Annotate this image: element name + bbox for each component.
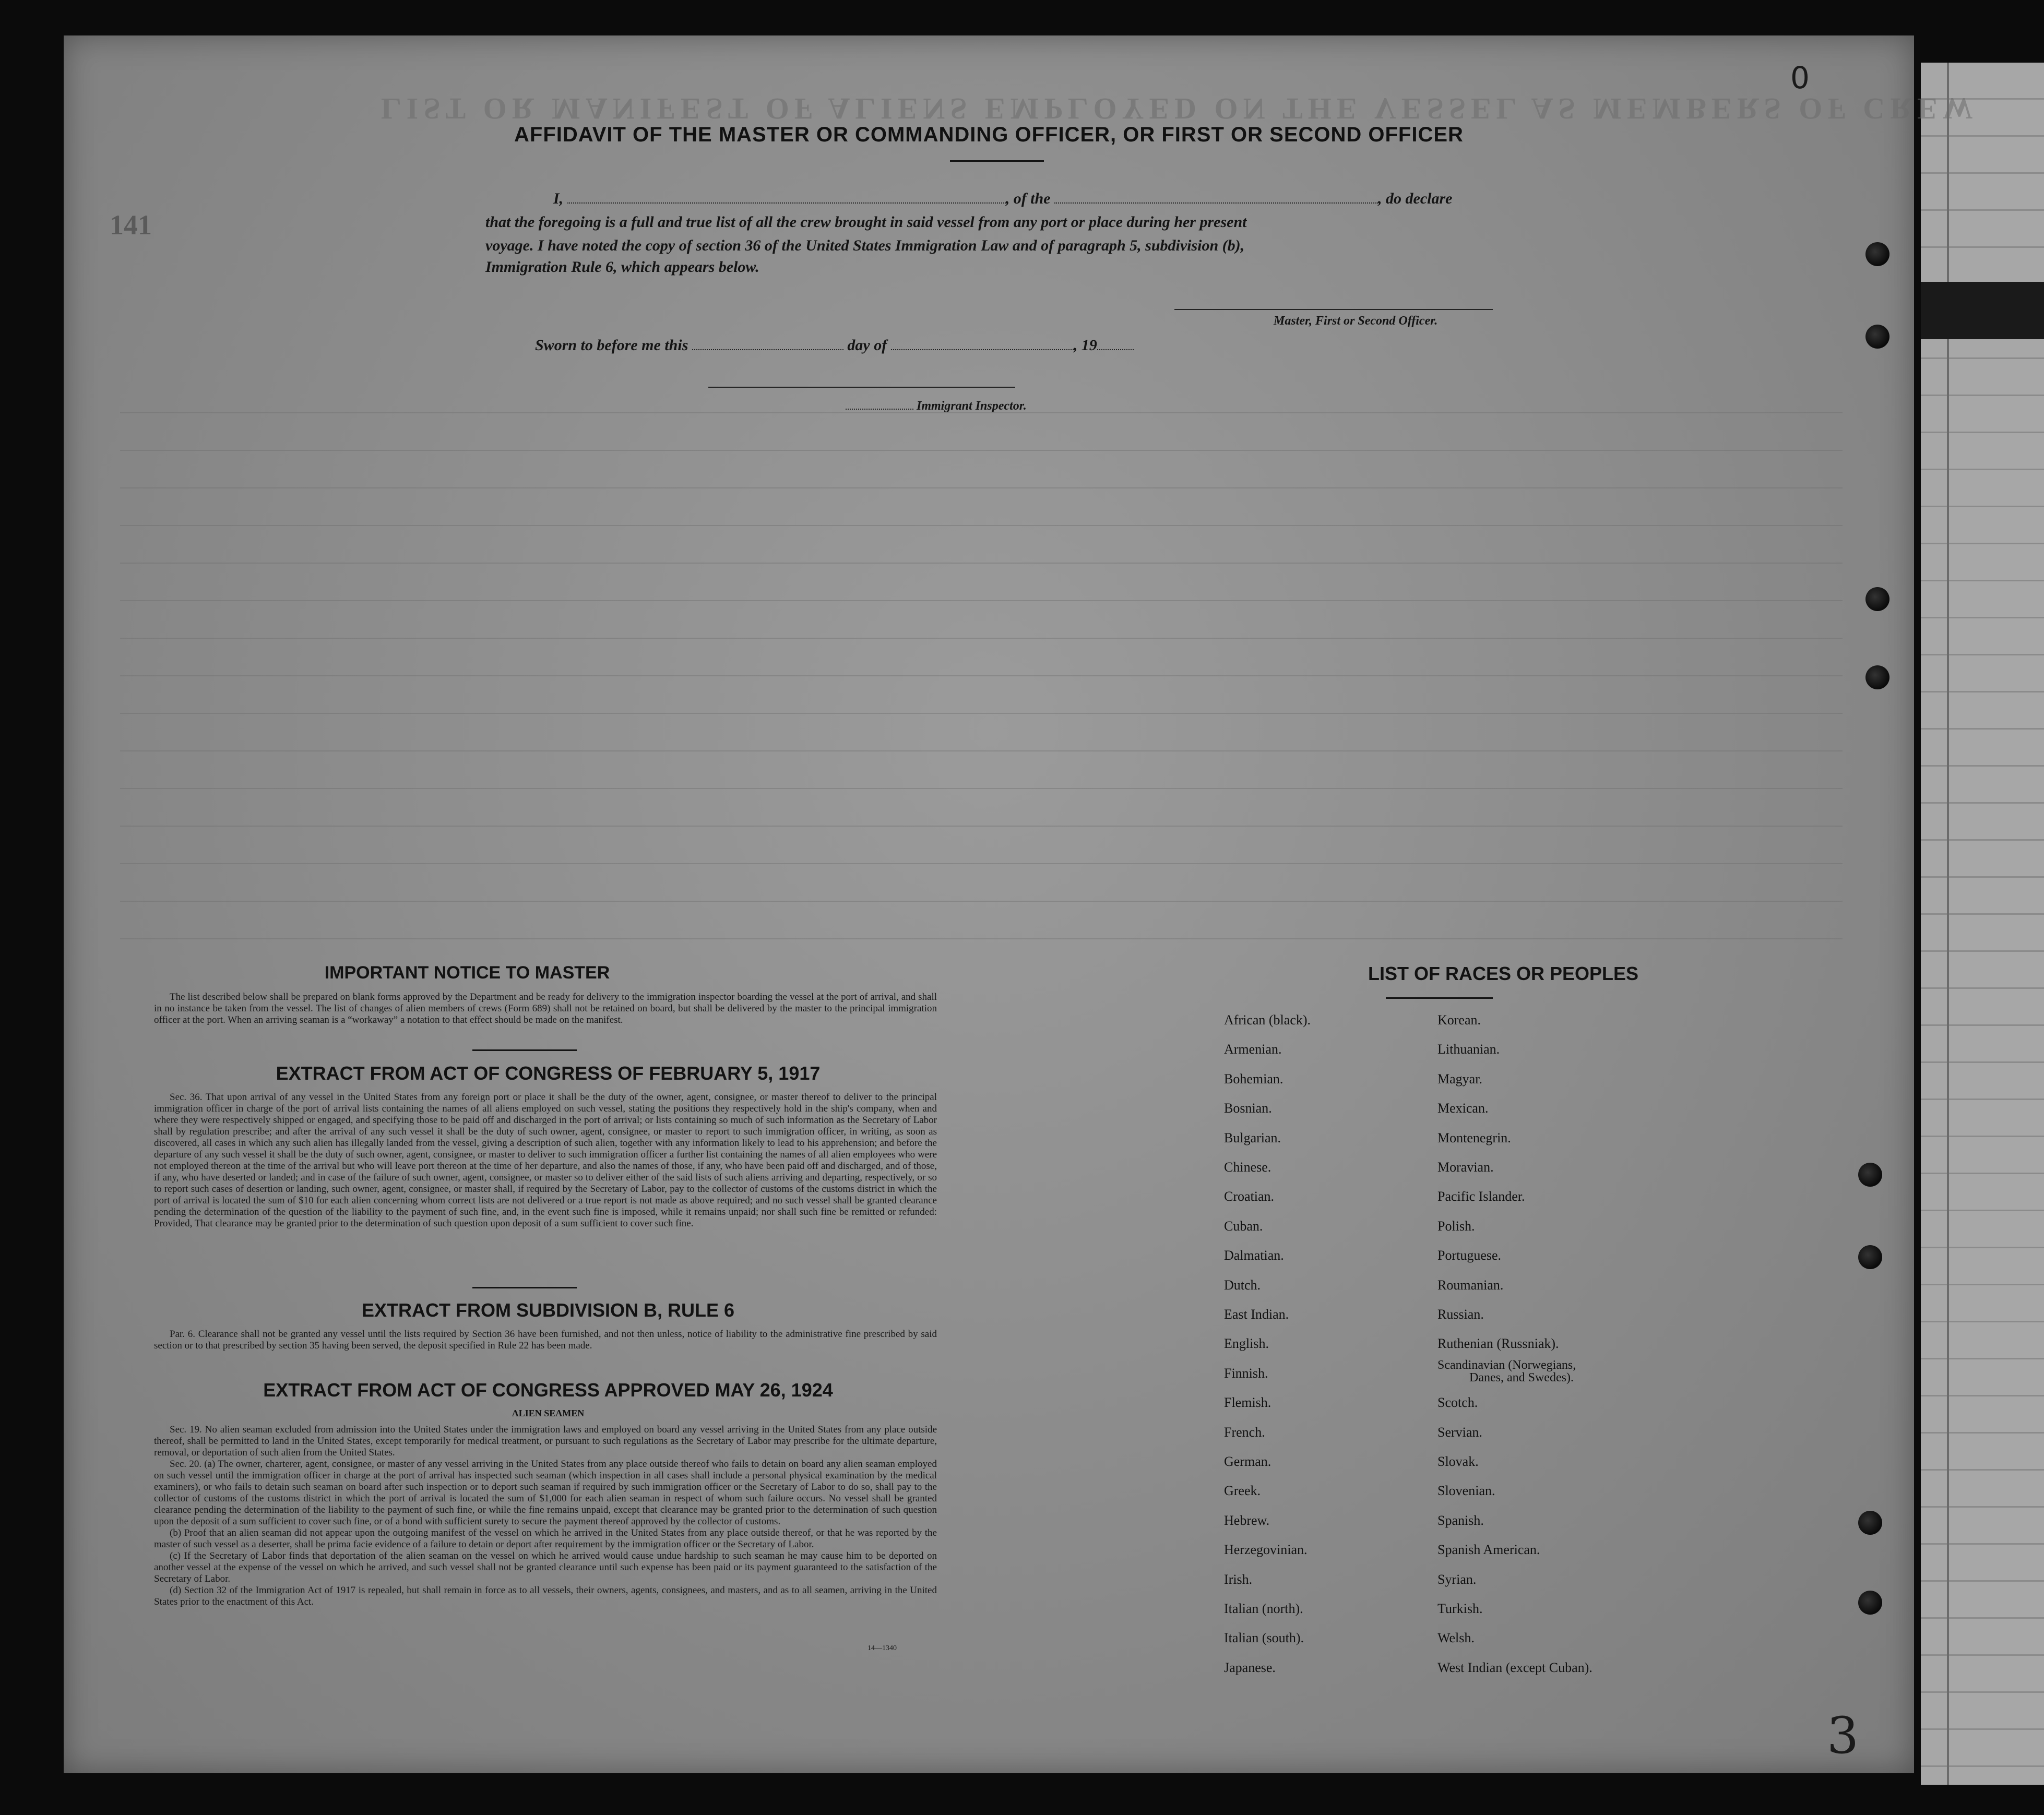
- race-item: Italian (south).: [1224, 1630, 1304, 1646]
- race-item: Slovenian.: [1437, 1483, 1495, 1499]
- binder-hole: [1865, 587, 1889, 611]
- race-item: Flemish.: [1224, 1395, 1271, 1411]
- race-item: Dutch.: [1224, 1277, 1261, 1293]
- race-item: English.: [1224, 1336, 1269, 1352]
- inspector-signature-line: [708, 387, 1015, 388]
- race-item: Magyar.: [1437, 1071, 1482, 1086]
- master-signature-line: [1174, 309, 1493, 310]
- notice-title: IMPORTANT NOTICE TO MASTER: [324, 963, 610, 983]
- race-item: Polish.: [1437, 1218, 1475, 1234]
- extract-1924-sec20c: (c) If the Secretary of Labor finds that deportation of the alien seaman on the vessel on which he arrived would cause undue hardship to such seaman he may cause him to be deported on another vessel at the expense of the vessel on which he arrived, and such vessel shall not be granted clearance until such expense has been paid or its payment guaranteed to the satisfaction of the Secretary of Labor.: [154, 1550, 937, 1584]
- races-title: LIST OF RACES OR PEOPLES: [1368, 963, 1639, 984]
- race-item: Mexican.: [1437, 1101, 1489, 1116]
- race-item: Pacific Islander.: [1437, 1189, 1525, 1204]
- master-signature-label: Master, First or Second Officer.: [1274, 314, 1438, 328]
- bleed-through-table: [120, 376, 1843, 960]
- binder-hole: [1858, 1245, 1882, 1269]
- race-item: Armenian.: [1224, 1042, 1282, 1057]
- race-item: Portuguese.: [1437, 1248, 1502, 1263]
- bleed-through-title: LIST OR MANIFEST OF ALIENS EMPLOYED ON THE VESSEL AS MEMBERS OF CREW: [381, 92, 1978, 126]
- race-item: Cuban.: [1224, 1218, 1263, 1234]
- extract-1924-text: [154, 1424, 937, 1608]
- race-item: East Indian.: [1224, 1307, 1289, 1322]
- handwritten-page-number: 3: [1827, 1706, 1859, 1765]
- race-item: Japanese.: [1224, 1659, 1276, 1675]
- race-item: Turkish.: [1437, 1601, 1483, 1616]
- binder-hole: [1858, 1511, 1882, 1535]
- race-item: Italian (north).: [1224, 1601, 1303, 1616]
- race-item: Scandinavian (Norwegians,: [1437, 1358, 1576, 1372]
- race-item: Chinese.: [1224, 1160, 1271, 1175]
- extract-1924-sec19: Sec. 19. No alien seaman excluded from admission into the United States under the immigration laws and employed on board any vessel arriving in the United States from any place outside thereof, shall be permitted to land in the United States, except temporarily for medical treatment, or pursuant to such regulations as the Secretary of Labor may prescribe for the ultimate departure, removal, or deportation of such alien from the United States.: [154, 1424, 937, 1458]
- race-item: Hebrew.: [1224, 1512, 1270, 1528]
- race-item: French.: [1224, 1424, 1265, 1440]
- race-item: Bohemian.: [1224, 1071, 1284, 1086]
- affidavit-text-line: that the foregoing is a full and true list of all the crew brought in said vessel from any port or place during her present: [485, 213, 1247, 231]
- race-item: Scotch.: [1437, 1395, 1478, 1411]
- adjacent-ledger-sheet: [1921, 63, 2044, 1785]
- race-item: Russian.: [1437, 1307, 1484, 1322]
- extract-1924-sec20b: (b) Proof that an alien seaman did not appear upon the outgoing manifest of the vessel on which he arrived in the United States from any place outside thereof, or that he was reported by the master of such vessel as a deserter, shall be prima facie evidence of a failure to detain or deport after requirement by the immigration officer or the Secretary of Labor.: [154, 1527, 937, 1550]
- race-item: Moravian.: [1437, 1160, 1494, 1175]
- affidavit-text-line: voyage. I have noted the copy of section 36 of the United States Immigration Law and of paragraph 5, subdivision (b),: [485, 237, 1245, 254]
- race-item: Welsh.: [1437, 1630, 1475, 1646]
- sworn-line: Sworn to before me this day of , 19: [535, 337, 1134, 354]
- extract-1917-text: Sec. 36. That upon arrival of any vessel in the United States from any foreign port or place it shall be the duty of the owner, agent, consignee, or master thereof to deliver to the principal immigration officer in charge of the port of arrival lists containing the names of all aliens employed on such vessel, stating the positions they respectively hold in the ship's company, when and where they were respectively shipped or engaged, and specifying those to be paid off and discharged in the port of arrival; or lists containing so much of such information as the Secretary of Labor shall by regulation prescribe; and after the arrival of any such vessel it shall be the duty of such owner, agent, consignee, or master to report to such immigration officer, in writing, as soon as discovered, all cases in which any such alien has illegally landed from the vessel, giving a description of such alien, together with any information likely to lead to his apprehension; and before the departure of any such vessel it shall be the duty of such owner, agent, consignee, or master to deliver to such immigration officer a further list containing the names of all alien employees who were not employed thereon at the time of the arrival but who will leave port thereon at the time of her departure, and also the names of those, if any, who have been paid off and discharged, and of those, if any, who have deserted or landed; and in case of the failure of such owner, agent, consignee, or master so to deliver either of the said lists of such aliens arriving and departing, respectively, or so to report such cases of desertion or landing, such owner, agent, consignee, or master shall, if required by the Secretary of Labor, pay to the collector of customs of the customs district in which the port of arrival is located the sum of $10 for each alien concerning whom correct lists are not delivered or a true report is not made as above required; and no such vessel shall be granted clearance pending the determination of the question of the liability to the payment of such fine, and, in the event such fine is imposed, while it remains unpaid; nor shall such fine be remitted or refunded: Provided, That clearance may be granted prior to the determination of such question upon deposit of a sum sufficient to cover such fine.: [154, 1092, 937, 1229]
- race-item: Roumanian.: [1437, 1277, 1504, 1293]
- extract-rule6-title: EXTRACT FROM SUBDIVISION B, RULE 6: [361, 1299, 735, 1321]
- binder-hole: [1858, 1591, 1882, 1615]
- race-item: West Indian (except Cuban).: [1437, 1659, 1593, 1675]
- race-item: Spanish.: [1437, 1512, 1484, 1528]
- extract-1924-sec20a: Sec. 20. (a) The owner, charterer, agent, consignee, or master of any vessel arriving in the United States from any place outside thereof who fails to detain on board any alien seaman employed on such vessel until the immigration officer in charge at the port of arrival has inspected such seaman (which inspection in all cases shall include a personal physical examination by the medical examiners), or who fails to detain such seaman on board after such inspection or to deport such seaman if required by such immigration officer or the Secretary of Labor to do so, shall pay to the collector of customs of the customs district in which the port of arrival is located the sum of $1,000 for each alien seaman in respect of whom such failure occurs. No vessel shall be granted clearance pending the determination of the liability to the payment of such fine, or while the fine remains unpaid, except that clearance may be granted prior to the determination of such question upon the deposit of a sum sufficient to cover such fine, or of a bond with sufficient surety to secure the payment thereof approved by the collector of customs.: [154, 1459, 937, 1527]
- pencil-mark: 0: [1790, 60, 1810, 95]
- binder-hole: [1865, 242, 1889, 266]
- alien-seamen-subtitle: ALIEN SEAMEN: [512, 1408, 585, 1418]
- race-item: Syrian.: [1437, 1571, 1477, 1587]
- race-item: Servian.: [1437, 1424, 1482, 1440]
- title-divider: [950, 160, 1044, 162]
- binder-hole: [1865, 665, 1889, 689]
- form-number: 14—1340: [867, 1644, 897, 1652]
- binder-hole: [1858, 1163, 1882, 1187]
- race-item: Spanish American.: [1437, 1542, 1540, 1558]
- race-item: Croatian.: [1224, 1189, 1275, 1204]
- race-item: German.: [1224, 1454, 1271, 1469]
- race-item: Korean.: [1437, 1012, 1481, 1028]
- binder-hole: [1865, 325, 1889, 349]
- races-divider: [1386, 997, 1493, 999]
- notice-text: The list described below shall be prepared on blank forms approved by the Department and be ready for delivery to the immigration inspector boarding the vessel at the port of arrival, and shall in no instance be taken from the vessel. The list of changes of alien members of crews (Form 689) shall not be retained on board, but shall be delivered by the master to the principal immigration officer at the port. When an arriving seaman is a “workaway” a notation to that effect should be made on the manifest.: [154, 992, 937, 1025]
- race-item: African (black).: [1224, 1012, 1311, 1028]
- bleed-through-page-number: 141: [110, 209, 152, 241]
- section-divider: [472, 1287, 577, 1288]
- race-item: Bosnian.: [1224, 1101, 1272, 1116]
- extract-rule6-text: Par. 6. Clearance shall not be granted any vessel until the lists required by Section 36 have been furnished, and not then unless, notice of liability to the administrative fine prescribed by said section or to that prescribed by section 35 having been served, the deposit specified in Rule 22 has been made.: [154, 1329, 937, 1351]
- race-item: Herzegovinian.: [1224, 1542, 1308, 1558]
- race-item: Bulgarian.: [1224, 1130, 1281, 1145]
- affidavit-text-line: Immigration Rule 6, which appears below.: [485, 258, 759, 276]
- race-item: Ruthenian (Russniak).: [1437, 1336, 1559, 1352]
- extract-1924-title: EXTRACT FROM ACT OF CONGRESS APPROVED MAY 26, 1924: [263, 1379, 833, 1401]
- race-item: Dalmatian.: [1224, 1248, 1284, 1263]
- race-item-continuation: Danes, and Swedes).: [1469, 1370, 1574, 1384]
- inspector-signature-label: Immigrant Inspector.: [846, 399, 1027, 413]
- race-item: Irish.: [1224, 1571, 1253, 1587]
- race-item: Greek.: [1224, 1483, 1261, 1499]
- affidavit-declarant-line: I, , of the , do declare: [553, 190, 1453, 207]
- race-item: Finnish.: [1224, 1365, 1268, 1381]
- race-item: Lithuanian.: [1437, 1042, 1500, 1057]
- extract-1917-title: EXTRACT FROM ACT OF CONGRESS OF FEBRUARY 5, 1917: [276, 1062, 821, 1084]
- affidavit-title: AFFIDAVIT OF THE MASTER OR COMMANDING OFFICER, OR FIRST OR SECOND OFFICER: [514, 123, 1464, 146]
- section-divider: [472, 1049, 577, 1051]
- race-item: Slovak.: [1437, 1454, 1479, 1469]
- extract-1924-sec20d: (d) Section 32 of the Immigration Act of 1917 is repealed, but shall remain in force as to all vessels, their owners, agents, consignees, and masters, and as to all seamen, arriving in the United States prior to the enactment of this Act.: [154, 1585, 937, 1607]
- race-item: Montenegrin.: [1437, 1130, 1511, 1145]
